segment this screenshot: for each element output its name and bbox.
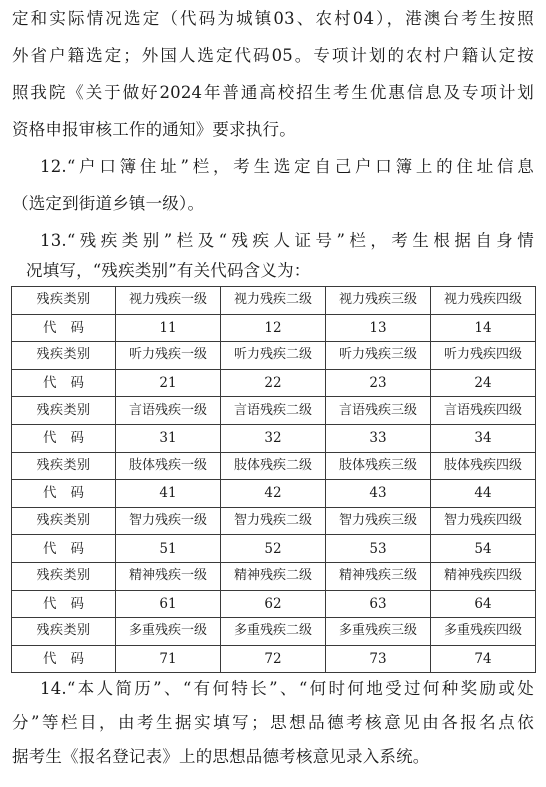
item-13-line: 况填写，“残疾类别”有关代码含义为： <box>26 261 311 280</box>
code-value-cell: 42 <box>221 480 326 508</box>
table-row <box>12 424 536 452</box>
code-value-cell: 64 <box>431 590 536 618</box>
table-row <box>12 397 536 425</box>
code-value-cell: 32 <box>221 424 326 452</box>
category-name-cell: 听力残疾四级 <box>431 342 536 370</box>
category-name-cell: 智力残疾二级 <box>221 507 326 535</box>
category-label-cell: 残疾类别 <box>12 287 116 315</box>
code-value-cell: 44 <box>431 480 536 508</box>
category-name-cell: 多重残疾三级 <box>326 618 431 646</box>
item-14-line: 14.“本人简历”、“有何特长”、“何时何地受过何种奖励或处 <box>40 679 534 698</box>
category-name-cell: 听力残疾一级 <box>116 342 221 370</box>
item-14-line: 分”等栏目，由考生据实填写；思想品德考核意见由各报名点依 <box>12 713 534 732</box>
code-value-cell: 54 <box>431 535 536 563</box>
category-name-cell: 肢体残疾一级 <box>116 452 221 480</box>
table-row <box>12 369 536 397</box>
paragraph-line: 资格申报审核工作的通知》要求执行。 <box>12 120 296 139</box>
paragraph-line: 外省户籍选定；外国人选定代码05。专项计划的农村户籍认定按 <box>12 46 534 65</box>
code-value-cell: 14 <box>431 314 536 342</box>
table-row <box>12 480 536 508</box>
item-12-line: （选定到街道乡镇一级）。 <box>12 194 205 213</box>
code-value-cell: 11 <box>116 314 221 342</box>
code-value-cell: 33 <box>326 424 431 452</box>
code-value-cell: 24 <box>431 369 536 397</box>
code-value-cell: 51 <box>116 535 221 563</box>
table-row <box>12 618 536 646</box>
code-value-cell: 72 <box>221 645 326 673</box>
category-name-cell: 视力残疾一级 <box>116 287 221 315</box>
code-value-cell: 61 <box>116 590 221 618</box>
table-row <box>12 645 536 673</box>
code-label-cell: 代码 <box>12 314 116 342</box>
code-value-cell: 74 <box>431 645 536 673</box>
code-value-cell: 43 <box>326 480 431 508</box>
code-label-cell: 代码 <box>12 535 116 563</box>
category-name-cell: 智力残疾一级 <box>116 507 221 535</box>
category-label-cell: 残疾类别 <box>12 397 116 425</box>
code-value-cell: 52 <box>221 535 326 563</box>
category-name-cell: 精神残疾二级 <box>221 562 326 590</box>
table-row <box>12 535 536 563</box>
category-name-cell: 肢体残疾三级 <box>326 452 431 480</box>
code-value-cell: 63 <box>326 590 431 618</box>
category-name-cell: 听力残疾三级 <box>326 342 431 370</box>
category-label-cell: 残疾类别 <box>12 618 116 646</box>
category-label-cell: 残疾类别 <box>12 562 116 590</box>
category-name-cell: 言语残疾四级 <box>431 397 536 425</box>
category-name-cell: 智力残疾三级 <box>326 507 431 535</box>
table-row <box>12 342 536 370</box>
code-label-cell: 代码 <box>12 645 116 673</box>
category-label-cell: 残疾类别 <box>12 507 116 535</box>
category-label-cell: 残疾类别 <box>12 452 116 480</box>
category-name-cell: 视力残疾二级 <box>221 287 326 315</box>
disability-code-table-body <box>12 287 536 673</box>
code-value-cell: 23 <box>326 369 431 397</box>
category-name-cell: 肢体残疾四级 <box>431 452 536 480</box>
category-name-cell: 精神残疾四级 <box>431 562 536 590</box>
item-13-line: 13.“残疾类别”栏及“残疾人证号”栏，考生根据自身情 <box>40 231 534 250</box>
code-value-cell: 21 <box>116 369 221 397</box>
code-label-cell: 代码 <box>12 369 116 397</box>
table-row <box>12 507 536 535</box>
code-value-cell: 12 <box>221 314 326 342</box>
category-name-cell: 多重残疾四级 <box>431 618 536 646</box>
code-value-cell: 22 <box>221 369 326 397</box>
item-12-line: 12.“户口簿住址”栏，考生选定自己户口簿上的住址信息 <box>40 157 534 176</box>
paragraph-line: 定和实际情况选定（代码为城镇03、农村04），港澳台考生按照 <box>12 9 534 28</box>
code-value-cell: 73 <box>326 645 431 673</box>
category-name-cell: 精神残疾三级 <box>326 562 431 590</box>
code-value-cell: 31 <box>116 424 221 452</box>
table-row <box>12 314 536 342</box>
category-label-cell: 残疾类别 <box>12 342 116 370</box>
code-label-cell: 代码 <box>12 424 116 452</box>
category-name-cell: 言语残疾三级 <box>326 397 431 425</box>
category-name-cell: 听力残疾二级 <box>221 342 326 370</box>
table-row <box>12 452 536 480</box>
code-label-cell: 代码 <box>12 590 116 618</box>
code-value-cell: 53 <box>326 535 431 563</box>
paragraph-line: 照我院《关于做好2024年普通高校招生考生优惠信息及专项计划 <box>12 83 534 102</box>
code-value-cell: 71 <box>116 645 221 673</box>
category-name-cell: 视力残疾四级 <box>431 287 536 315</box>
table-row <box>12 287 536 315</box>
category-name-cell: 精神残疾一级 <box>116 562 221 590</box>
table-row <box>12 590 536 618</box>
disability-code-table <box>11 286 536 673</box>
code-value-cell: 34 <box>431 424 536 452</box>
category-name-cell: 视力残疾三级 <box>326 287 431 315</box>
code-value-cell: 41 <box>116 480 221 508</box>
category-name-cell: 言语残疾二级 <box>221 397 326 425</box>
code-value-cell: 13 <box>326 314 431 342</box>
code-label-cell: 代码 <box>12 480 116 508</box>
category-name-cell: 言语残疾一级 <box>116 397 221 425</box>
table-row <box>12 562 536 590</box>
category-name-cell: 肢体残疾二级 <box>221 452 326 480</box>
code-value-cell: 62 <box>221 590 326 618</box>
category-name-cell: 多重残疾二级 <box>221 618 326 646</box>
item-14-line: 据考生《报名登记表》上的思想品德考核意见录入系统。 <box>12 747 430 766</box>
category-name-cell: 智力残疾四级 <box>431 507 536 535</box>
category-name-cell: 多重残疾一级 <box>116 618 221 646</box>
